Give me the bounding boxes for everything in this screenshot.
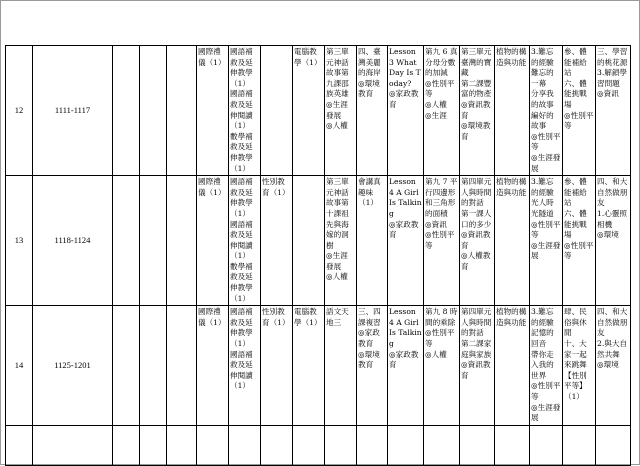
cell-text: 三、學習的桃花源 3.解鎖學習問題 ◎資訊 xyxy=(597,47,628,99)
cell-text: 參、體能補給站 六、體能挑戰場 ◎性別平等 xyxy=(564,177,594,261)
cell-text: 第四單元人與時間的對話 第二課家庭與家族 ◎資訊教育 xyxy=(461,307,492,380)
table-cell xyxy=(167,306,197,426)
table-cell xyxy=(113,425,140,465)
table-cell xyxy=(325,46,357,176)
date-range-cell: 1125-1201 xyxy=(33,306,113,426)
table-cell xyxy=(140,425,167,465)
cell-text: 第九 7 平行四邊形和三角形的面積 ◎資訊 ◎性別平等 xyxy=(425,177,458,250)
table-cell xyxy=(197,425,229,465)
table-cell xyxy=(596,176,631,306)
table-cell xyxy=(197,46,229,176)
cell-text: 植物的構造與功能 xyxy=(496,47,527,67)
table-cell xyxy=(530,176,563,306)
table-row xyxy=(6,306,631,426)
table-cell xyxy=(113,46,140,176)
date-range-cell: 1111-1117 xyxy=(33,46,113,176)
cell-text: 第九 8 時間的乘除 ◎性別平等 ◎人權 xyxy=(425,307,458,359)
cell-text: 3.難忘的經驗 記憶的回音 帶你走入我的世界 ◎性別平等 ◎生涯發展 xyxy=(531,307,561,423)
cell-text: 第四單元人與時間的對話 第一課人口的多少 ◎資訊教育 ◎人權教育 xyxy=(461,177,492,271)
curriculum-table xyxy=(5,45,631,466)
table-cell xyxy=(140,46,167,176)
week-number-cell: 14 xyxy=(6,306,33,426)
table-cell xyxy=(140,306,167,426)
table-cell xyxy=(261,306,293,426)
table-cell xyxy=(229,306,261,426)
table-cell xyxy=(424,425,460,465)
cell-text: 電腦教學（1） xyxy=(294,307,322,327)
table-cell xyxy=(293,46,325,176)
table-cell xyxy=(495,46,530,176)
cell-text: 參、體能補給站 六、體能挑戰場 ◎性別平等 xyxy=(564,47,594,131)
cell-text: 國際禮儀（1） xyxy=(198,177,226,197)
cell-text: 第三單元神話故事第九課邵族英雄 ◎生涯發展 ◎人權 xyxy=(326,47,349,131)
cell-text: 3.難忘的經驗 光人時光隧道 ◎性別平等 ◎生涯發展 xyxy=(531,177,561,261)
table-row-empty xyxy=(6,425,631,465)
cell-text: 國語補救及延伸教學（1） 國語補救及延伸閱讀（1） 數學補救及延伸教學（1） xyxy=(230,177,253,303)
table-cell xyxy=(197,306,229,426)
table-cell xyxy=(357,425,388,465)
cell-text: Lesson 3 What Day Is Today? ◎家政教育 xyxy=(389,47,421,109)
table-cell xyxy=(167,176,197,306)
cell-text: 3.難忘的經驗 難忘的一幕 分享我的故事 編好的故事 ◎性別平等 ◎生涯發展 xyxy=(531,47,561,173)
table-cell xyxy=(424,46,460,176)
cell-text: 肆、民俗與休閒 十、大家一起來跳舞 【性別平等】（1） xyxy=(564,307,587,401)
table-cell xyxy=(140,176,167,306)
cell-text: 第三單元臺灣的寶藏 第二課豐富的物產 ◎資訊教育 ◎環境教育 xyxy=(461,47,492,141)
table-cell xyxy=(530,425,563,465)
table-cell xyxy=(293,425,325,465)
table-cell xyxy=(229,176,261,306)
cell-text: 國語補救及延伸教學（1） 國語補救及延伸閱讀（1） xyxy=(230,307,253,391)
cell-text: 四、和大自然做朋友 2.與大自然共舞 ◎環境 xyxy=(597,307,628,370)
table-cell xyxy=(388,306,424,426)
table-cell xyxy=(293,176,325,306)
table-cell xyxy=(357,46,388,176)
table-cell xyxy=(229,46,261,176)
table-cell xyxy=(388,425,424,465)
table-cell xyxy=(293,306,325,426)
table-cell xyxy=(261,176,293,306)
table-cell xyxy=(424,176,460,306)
table-cell xyxy=(563,425,596,465)
week-number-cell: 13 xyxy=(6,176,33,306)
cell-text: 四、和大自然做朋友 1.心靈照相機 ◎環境 xyxy=(597,177,628,240)
cell-text: 性別教育（1） xyxy=(262,177,290,197)
table-cell xyxy=(563,176,596,306)
table-cell xyxy=(530,306,563,426)
table-cell xyxy=(357,176,388,306)
cell-text: 國際禮儀（1） xyxy=(198,307,226,327)
cell-text: 植物的構造與功能 xyxy=(496,177,527,197)
table-cell xyxy=(530,46,563,176)
table-cell xyxy=(357,306,388,426)
table-cell xyxy=(113,306,140,426)
cell-text: 性別教育（1） xyxy=(262,307,290,327)
table-cell xyxy=(325,306,357,426)
table-cell xyxy=(596,46,631,176)
table-row xyxy=(6,46,631,176)
table-cell xyxy=(325,425,357,465)
cell-text: Lesson 4 A Girl Is Talking ◎家政教育 xyxy=(389,307,422,370)
table-cell xyxy=(167,46,197,176)
table-cell xyxy=(460,46,495,176)
date-range-cell: 1118-1124 xyxy=(33,176,113,306)
table-cell xyxy=(33,425,113,465)
table-cell xyxy=(495,425,530,465)
table-cell xyxy=(197,176,229,306)
table-cell xyxy=(167,425,197,465)
cell-text: 三、四課複習 ◎家政教育 ◎環境教育 xyxy=(358,307,381,370)
cell-text: Lesson 4 A Girl Is Talking ◎家政教育 xyxy=(389,177,422,240)
table-cell xyxy=(495,176,530,306)
table-cell xyxy=(261,425,293,465)
table-cell xyxy=(261,46,293,176)
table-cell xyxy=(113,176,140,306)
table-cell xyxy=(596,306,631,426)
table-cell xyxy=(424,306,460,426)
table-cell xyxy=(388,46,424,176)
table-cell xyxy=(596,425,631,465)
table-cell xyxy=(495,306,530,426)
table-cell xyxy=(229,425,261,465)
table-cell xyxy=(460,425,495,465)
cell-text: 四、臺灣美麗的海岸 ◎環境教育 xyxy=(358,47,381,99)
table-cell xyxy=(6,425,33,465)
table-cell xyxy=(388,176,424,306)
cell-text: 植物的構造與功能 xyxy=(496,307,527,327)
cell-text: 第九 6 真分母分數的加減 ◎性別平等 ◎人權 ◎生涯 xyxy=(425,47,458,120)
cell-text: 國語補救及延伸教學（1） 國語補救及延伸閱讀（1） 數學補救及延伸教學（1） xyxy=(230,47,253,173)
table-cell xyxy=(563,46,596,176)
table-cell xyxy=(460,306,495,426)
cell-text: 第三單元神話故事第十課祖先與海嫁的洞樹 ◎生涯發展 ◎人權 xyxy=(326,177,349,282)
table-row xyxy=(6,176,631,306)
table-cell xyxy=(325,176,357,306)
cell-text: 電腦教學（1） xyxy=(294,47,322,67)
table-cell xyxy=(563,306,596,426)
cell-text: 國際禮儀（1） xyxy=(198,47,226,67)
cell-text: 語文天地三 xyxy=(326,307,349,327)
week-number-cell: 12 xyxy=(6,46,33,176)
table-cell xyxy=(460,176,495,306)
cell-text: 會講真趣味（1） xyxy=(358,177,381,208)
